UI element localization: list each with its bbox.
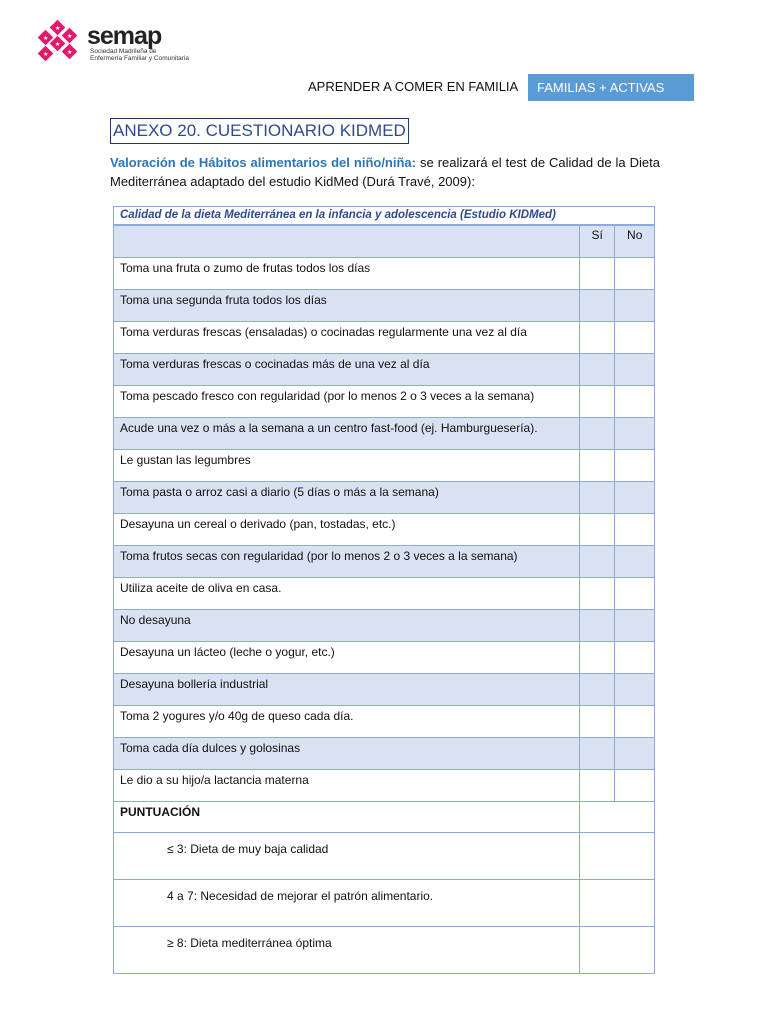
question-text: Toma 2 yogures y/o 40g de queso cada día.: [114, 706, 580, 738]
answer-yes-cell[interactable]: [579, 450, 615, 482]
table-row: [114, 386, 655, 418]
question-text: Toma una segunda fruta todos los días: [114, 290, 580, 322]
answer-no-cell[interactable]: [615, 578, 655, 610]
table-row: [114, 450, 655, 482]
table-row: [114, 770, 655, 802]
table-row: [114, 546, 655, 578]
logo-wordmark: semap: [87, 22, 162, 50]
svg-text:★: ★: [67, 33, 73, 40]
question-text: Toma frutos secas con regularidad (por lo menos 2 o 3 veces a la semana): [114, 546, 580, 578]
semap-logo: [30, 18, 200, 68]
table-row: [114, 642, 655, 674]
column-header-no: No: [615, 225, 655, 258]
intro-highlight: Valoración de Hábitos alimentarios del niño/niña:: [110, 155, 416, 170]
score-title: PUNTUACIÓN: [114, 802, 580, 833]
question-text: Toma pasta o arroz casi a diario (5 días o más a la semana): [114, 482, 580, 514]
question-text: Toma cada día dulces y golosinas: [114, 738, 580, 770]
score-total-cell[interactable]: [579, 802, 654, 833]
answer-no-cell[interactable]: [615, 770, 655, 802]
table-caption: Calidad de la dieta Mediterránea en la infancia y adolescencia (Estudio KIDMed): [114, 207, 655, 226]
logo-mark-icon: [30, 18, 90, 66]
answer-yes-cell[interactable]: [579, 546, 615, 578]
question-text: Desayuna un lácteo (leche o yogur, etc.): [114, 642, 580, 674]
table-header-row: [114, 225, 655, 258]
answer-yes-cell[interactable]: [579, 578, 615, 610]
logo-subtitle-line2: Enfermería Familiar y Comunitaria: [90, 55, 189, 62]
question-text: Utiliza aceite de oliva en casa.: [114, 578, 580, 610]
table-row: [114, 738, 655, 770]
answer-yes-cell[interactable]: [579, 770, 615, 802]
score-check-cell[interactable]: [579, 880, 654, 927]
answer-yes-cell[interactable]: [579, 610, 615, 642]
answer-no-cell[interactable]: [615, 322, 655, 354]
answer-yes-cell[interactable]: [579, 386, 615, 418]
answer-yes-cell[interactable]: [579, 418, 615, 450]
answer-yes-cell[interactable]: [579, 642, 615, 674]
score-range-text: ≤ 3: Dieta de muy baja calidad: [114, 833, 580, 880]
question-text: Toma verduras frescas o cocinadas más de una vez al día: [114, 354, 580, 386]
answer-no-cell[interactable]: [615, 482, 655, 514]
kidmed-table: [113, 206, 655, 974]
answer-yes-cell[interactable]: [579, 738, 615, 770]
table-row: [114, 290, 655, 322]
header-program-title: APRENDER A COMER EN FAMILIA: [308, 79, 519, 94]
header-blank-cell: [114, 225, 580, 258]
score-check-cell[interactable]: [579, 833, 654, 880]
svg-text:★: ★: [55, 25, 61, 32]
intro-text: se realizará el test de Calidad de la Dieta Mediterránea adaptado del estudio KidMed (Durá Travé, 2009):: [110, 155, 660, 189]
table-row: [114, 674, 655, 706]
table-row: [114, 258, 655, 290]
score-row: [114, 927, 655, 974]
score-title-row: [114, 802, 655, 833]
answer-yes-cell[interactable]: [579, 290, 615, 322]
answer-no-cell[interactable]: [615, 354, 655, 386]
svg-text:★: ★: [43, 51, 49, 58]
answer-yes-cell[interactable]: [579, 514, 615, 546]
table-row: [114, 706, 655, 738]
answer-yes-cell[interactable]: [579, 322, 615, 354]
table-row: [114, 354, 655, 386]
svg-text:★: ★: [67, 49, 73, 56]
question-text: Toma una fruta o zumo de frutas todos los días: [114, 258, 580, 290]
svg-text:★: ★: [55, 41, 61, 48]
answer-no-cell[interactable]: [615, 258, 655, 290]
header-badge: FAMILIAS + ACTIVAS: [528, 74, 694, 101]
score-range-text: 4 a 7: Necesidad de mejorar el patrón alimentario.: [114, 880, 580, 927]
question-text: Le dio a su hijo/a lactancia materna: [114, 770, 580, 802]
question-text: No desayuna: [114, 610, 580, 642]
answer-yes-cell[interactable]: [579, 482, 615, 514]
table-row: [114, 418, 655, 450]
table-row: [114, 514, 655, 546]
score-range-text: ≥ 8: Dieta mediterránea óptima: [114, 927, 580, 974]
answer-no-cell[interactable]: [615, 610, 655, 642]
question-text: Toma pescado fresco con regularidad (por lo menos 2 o 3 veces a la semana): [114, 386, 580, 418]
answer-no-cell[interactable]: [615, 642, 655, 674]
question-text: Le gustan las legumbres: [114, 450, 580, 482]
answer-no-cell[interactable]: [615, 546, 655, 578]
answer-yes-cell[interactable]: [579, 706, 615, 738]
answer-no-cell[interactable]: [615, 674, 655, 706]
table-row: [114, 578, 655, 610]
table-row: [114, 322, 655, 354]
question-text: Desayuna bollería industrial: [114, 674, 580, 706]
question-text: Acude una vez o más a la semana a un centro fast-food (ej. Hamburguesería).: [114, 418, 580, 450]
answer-no-cell[interactable]: [615, 706, 655, 738]
answer-no-cell[interactable]: [615, 386, 655, 418]
logo-subtitle-line1: Sociedad Madrileña de: [90, 48, 157, 55]
table-caption-row: [114, 207, 655, 226]
answer-yes-cell[interactable]: [579, 258, 615, 290]
answer-no-cell[interactable]: [615, 514, 655, 546]
answer-no-cell[interactable]: [615, 290, 655, 322]
question-text: Desayuna un cereal o derivado (pan, tostadas, etc.): [114, 514, 580, 546]
answer-yes-cell[interactable]: [579, 674, 615, 706]
answer-no-cell[interactable]: [615, 450, 655, 482]
question-text: Toma verduras frescas (ensaladas) o cocinadas regularmente una vez al día: [114, 322, 580, 354]
annex-title: ANEXO 20. CUESTIONARIO KIDMED: [110, 118, 409, 144]
table-row: [114, 482, 655, 514]
answer-yes-cell[interactable]: [579, 354, 615, 386]
score-row: [114, 833, 655, 880]
answer-no-cell[interactable]: [615, 418, 655, 450]
table-row: [114, 610, 655, 642]
answer-no-cell[interactable]: [615, 738, 655, 770]
score-row: [114, 880, 655, 927]
column-header-yes: Sí: [579, 225, 615, 258]
score-check-cell[interactable]: [579, 927, 654, 974]
intro-paragraph: [110, 153, 660, 191]
svg-text:★: ★: [43, 35, 49, 42]
